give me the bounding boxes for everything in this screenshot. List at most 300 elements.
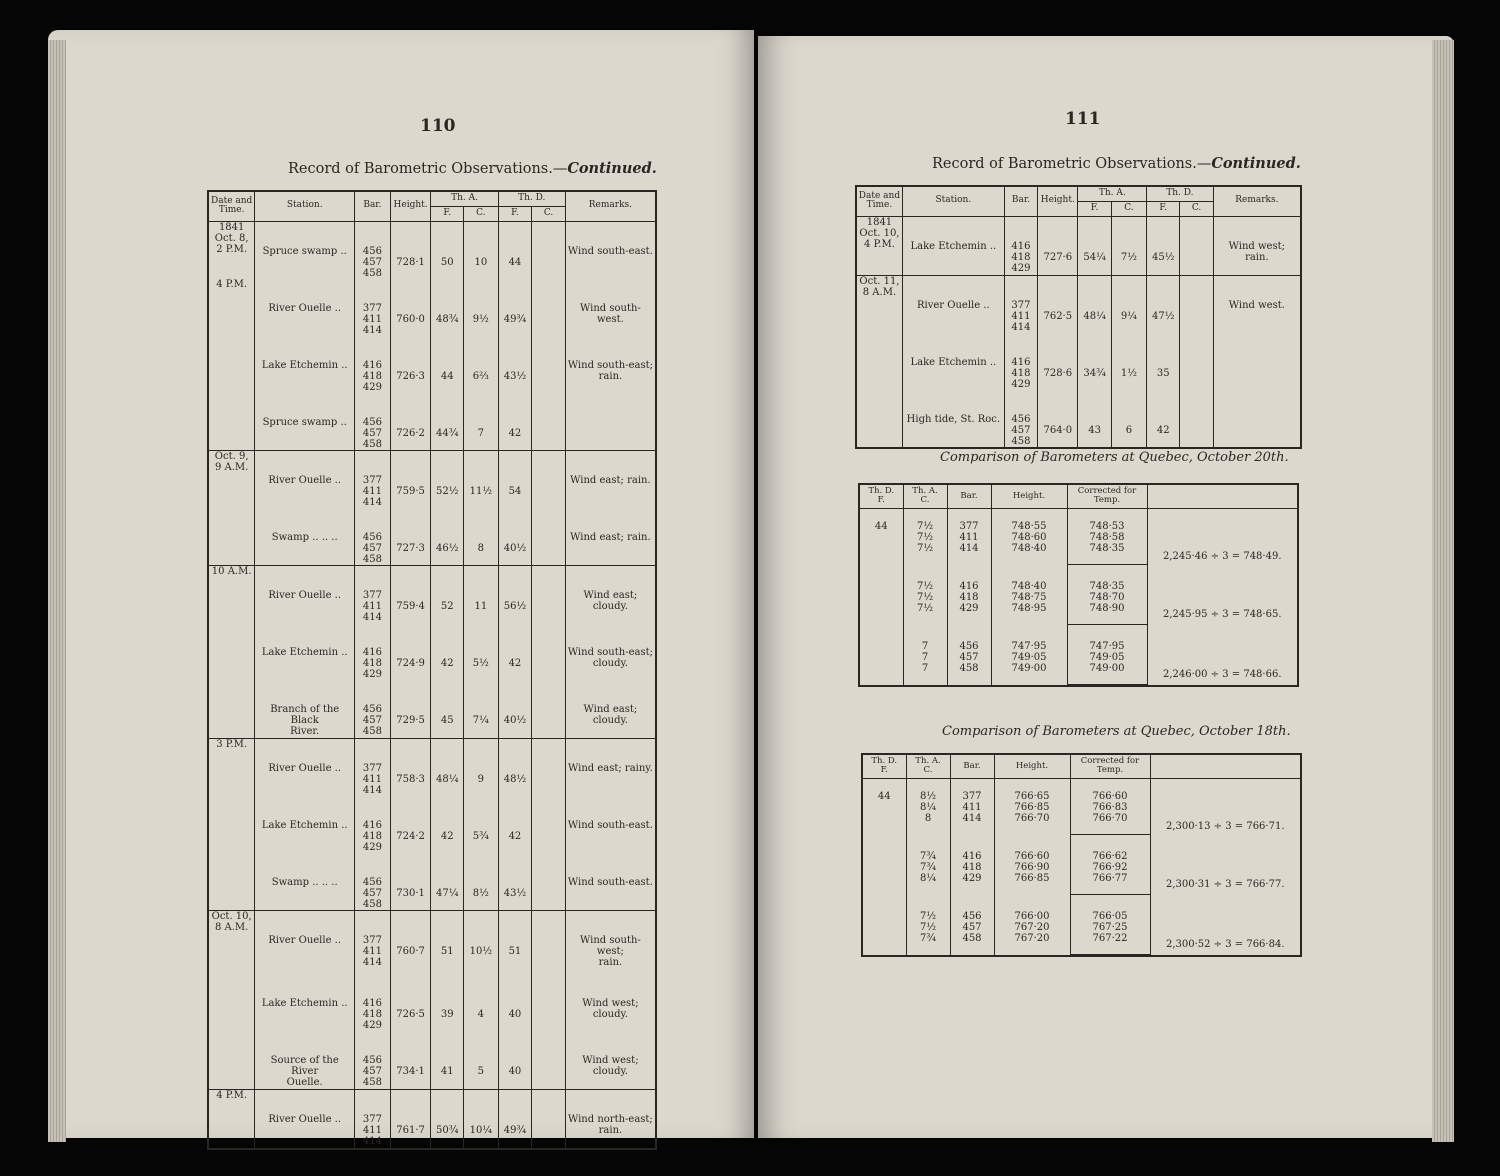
table-row <box>208 1031 656 1090</box>
row-height: 730·1 <box>390 853 431 911</box>
cmp-tha <box>903 625 947 686</box>
header-bar: Bar. <box>950 754 994 778</box>
table-row <box>208 221 656 279</box>
barometer-number: 377 <box>362 934 382 946</box>
cmp-tha-value: 7½ <box>916 602 934 614</box>
cmp-tha-value: 7½ <box>916 542 934 554</box>
corrected-value: 766·77 <box>1092 872 1128 884</box>
row-thaf: 50 <box>431 221 464 279</box>
row-height: 727·3 <box>390 508 431 566</box>
row-remarks: Wind south-east; cloudy. <box>565 623 656 680</box>
barometer-number: 414 <box>362 611 382 623</box>
r-header-thd-f: F. <box>1147 201 1180 216</box>
header-thd: Th. D. <box>498 191 565 206</box>
row-remarks <box>565 393 656 451</box>
row-date: Oct. 10, 8 A.M. <box>208 910 255 974</box>
barometer-number: 457 <box>362 887 382 899</box>
cmp-tha-value: 7½ <box>916 580 934 592</box>
row-remarks: Wind west. <box>1213 275 1301 333</box>
barometer-number: 458 <box>1011 435 1031 447</box>
table-row <box>856 216 1301 275</box>
row-thac: 10½ <box>464 910 499 974</box>
row-thdc <box>532 738 566 796</box>
left-title-italic: Continued. <box>567 160 657 177</box>
corrected-value: 748·90 <box>1089 602 1125 614</box>
row-date <box>208 393 255 451</box>
row-thdf: 42 <box>498 796 532 853</box>
cmp-sum: 2,300·31 ÷ 3 = 766·77. <box>1150 835 1301 895</box>
row-thac: 6⅔ <box>464 336 499 393</box>
row-thaf: 52½ <box>431 450 464 508</box>
r-header-remarks: Remarks. <box>1213 186 1301 216</box>
cmp-bar-value: 377 <box>962 790 982 802</box>
row-remarks: Wind east; cloudy. <box>565 680 656 739</box>
right-title-italic: Continued. <box>1211 155 1301 172</box>
row-height: 734·1 <box>390 1031 431 1090</box>
header-tha: Th. A. C. <box>906 754 950 778</box>
barometer-number: 414 <box>1011 321 1031 333</box>
cmp-height <box>994 778 1070 835</box>
barometer-number: 418 <box>362 1008 382 1020</box>
r-header-height: Height. <box>1038 186 1078 216</box>
comparison-oct18-title: Comparison of Barometers at Quebec, October 18th. <box>942 724 1291 739</box>
row-thaf: 48¼ <box>431 738 464 796</box>
row-station: Lake Etchemin .. <box>255 623 355 680</box>
row-height: 724·2 <box>390 796 431 853</box>
row-thdf: 40 <box>498 974 532 1031</box>
row-thdf: 42 <box>498 623 532 680</box>
row-thdf: 47½ <box>1147 275 1180 333</box>
row-thdc <box>1180 333 1213 390</box>
cmp-tha-value: 7¾ <box>919 932 937 944</box>
corrected-box <box>1071 779 1150 835</box>
cmp-height-value: 766·65 <box>1014 790 1050 802</box>
cmp-bar-value: 458 <box>959 662 979 674</box>
header-bar: Bar. <box>355 191 391 221</box>
corrected-value: 748·53 <box>1089 520 1125 532</box>
row-station: Lake Etchemin .. <box>255 796 355 853</box>
corrected-value: 748·70 <box>1089 591 1125 603</box>
row-thaf: 42 <box>431 796 464 853</box>
cmp-bar <box>947 508 991 565</box>
row-remarks <box>1213 333 1301 390</box>
row-date: 3 P.M. <box>208 738 255 796</box>
row-thac: 10¼ <box>464 1089 499 1149</box>
left-observation-table <box>207 190 657 1150</box>
table-row <box>208 738 656 796</box>
row-height: 729·5 <box>390 680 431 739</box>
cmp-tha <box>906 778 950 835</box>
barometer-number: 458 <box>362 1076 382 1088</box>
row-thdf: 43½ <box>498 336 532 393</box>
cmp-height-value: 749·00 <box>1011 662 1047 674</box>
barometer-number: 418 <box>1011 367 1031 379</box>
row-thdf: 40 <box>498 1031 532 1090</box>
cmp-thd <box>862 835 906 895</box>
row-barometers <box>355 1031 391 1090</box>
cmp-bar-value: 418 <box>962 861 982 873</box>
row-barometers <box>355 853 391 911</box>
row-station: River Ouelle .. <box>255 1089 355 1149</box>
cmp-height-value: 748·60 <box>1011 531 1047 543</box>
cmp-height-value: 766·00 <box>1014 910 1050 922</box>
row-thdf: 48½ <box>498 738 532 796</box>
row-thac: 11 <box>464 565 499 623</box>
cmp-height-value: 766·60 <box>1014 850 1050 862</box>
cmp-thd <box>862 895 906 956</box>
row-thaf: 51 <box>431 910 464 974</box>
table-row <box>856 275 1301 333</box>
row-date <box>208 623 255 680</box>
row-barometers <box>355 508 391 566</box>
header-blank <box>1147 484 1298 508</box>
corrected-box <box>1068 565 1147 625</box>
row-barometers <box>355 565 391 623</box>
row-thdc <box>532 853 566 911</box>
cmp-bar <box>947 625 991 686</box>
row-thdf: 40½ <box>498 680 532 739</box>
row-thac: 4 <box>464 974 499 1031</box>
cmp-tha <box>903 508 947 565</box>
table-row <box>856 333 1301 390</box>
barometer-number: 414 <box>362 1135 382 1147</box>
cmp-sum: 2,245·46 ÷ 3 = 748·49. <box>1147 508 1298 565</box>
barometer-number: 418 <box>362 830 382 842</box>
cmp-tha-value: 7¾ <box>919 861 937 873</box>
barometer-number: 457 <box>362 256 382 268</box>
cmp-tha-value: 7½ <box>916 531 934 543</box>
row-thdf: 43½ <box>498 853 532 911</box>
barometer-number: 456 <box>362 531 382 543</box>
row-station: Lake Etchemin .. <box>902 216 1004 275</box>
row-height: 758·3 <box>390 738 431 796</box>
row-height: 728·6 <box>1038 333 1078 390</box>
row-thac: 11½ <box>464 450 499 508</box>
row-station: Lake Etchemin .. <box>255 974 355 1031</box>
row-thdf: 56½ <box>498 565 532 623</box>
cmp-tha-value: 7½ <box>919 921 937 933</box>
barometer-number: 416 <box>362 359 382 371</box>
row-thaf: 45 <box>431 680 464 739</box>
row-remarks: Wind east; rain. <box>565 450 656 508</box>
row-thdc <box>1180 275 1213 333</box>
comparison-group-row <box>862 778 1301 835</box>
cmp-bar-value: 457 <box>959 651 979 663</box>
barometer-number: 411 <box>1011 310 1031 322</box>
row-barometers <box>355 974 391 1031</box>
barometer-number: 411 <box>362 485 382 497</box>
header-thd: Th. D. F. <box>859 484 903 508</box>
header-height: Height. <box>991 484 1067 508</box>
row-date <box>208 853 255 911</box>
cmp-tha <box>906 835 950 895</box>
row-station: Branch of the Black River. <box>255 680 355 739</box>
table-row <box>208 1089 656 1149</box>
row-thdc <box>532 910 566 974</box>
row-station: Source of the River Ouelle. <box>255 1031 355 1090</box>
header-bar: Bar. <box>947 484 991 508</box>
row-station: River Ouelle .. <box>902 275 1004 333</box>
row-thaf: 50¾ <box>431 1089 464 1149</box>
barometer-number: 456 <box>362 876 382 888</box>
row-thdf: 51 <box>498 910 532 974</box>
row-remarks: Wind south-west; rain. <box>565 910 656 974</box>
cmp-bar <box>947 565 991 625</box>
cmp-sum: 2,300·52 ÷ 3 = 766·84. <box>1150 895 1301 956</box>
row-thac: 5½ <box>464 623 499 680</box>
header-corrected: Corrected for Temp. <box>1070 754 1150 778</box>
corrected-value: 749·05 <box>1089 651 1125 663</box>
row-remarks: Wind south-east; rain. <box>565 336 656 393</box>
header-tha-c: C. <box>464 206 499 221</box>
barometer-number: 457 <box>362 427 382 439</box>
cmp-bar-value: 456 <box>962 910 982 922</box>
barometer-number: 458 <box>362 553 382 565</box>
row-date: 1841 Oct. 10, 4 P.M. <box>856 216 902 275</box>
cmp-bar-value: 429 <box>959 602 979 614</box>
cmp-height <box>994 895 1070 956</box>
cmp-corrected <box>1070 778 1150 835</box>
row-remarks: Wind west; cloudy. <box>565 974 656 1031</box>
row-thdf: 42 <box>498 393 532 451</box>
barometer-number: 456 <box>362 1054 382 1066</box>
row-barometers <box>355 450 391 508</box>
comparison-group-row <box>862 835 1301 895</box>
r-header-thd-c: C. <box>1180 201 1213 216</box>
barometer-number: 414 <box>362 324 382 336</box>
barometer-number: 456 <box>362 245 382 257</box>
cmp-tha-value: 7¾ <box>919 850 937 862</box>
barometer-number: 416 <box>362 646 382 658</box>
corrected-value: 767·22 <box>1092 932 1128 944</box>
corrected-box <box>1071 835 1150 895</box>
cmp-tha <box>906 895 950 956</box>
barometer-number: 414 <box>362 496 382 508</box>
row-thaf: 34¾ <box>1078 333 1111 390</box>
row-barometers <box>355 279 391 336</box>
row-height: 760·0 <box>390 279 431 336</box>
row-thaf: 44 <box>431 336 464 393</box>
row-thdf: 49¾ <box>498 279 532 336</box>
barometer-number: 411 <box>362 313 382 325</box>
row-thac: 7¼ <box>464 680 499 739</box>
row-barometers <box>355 623 391 680</box>
comparison-group-row <box>859 625 1298 686</box>
row-thaf: 54¼ <box>1078 216 1111 275</box>
right-page-title <box>932 155 1301 172</box>
row-thac: 7½ <box>1111 216 1146 275</box>
left-title-text: Record of Barometric Observations.— <box>288 161 568 177</box>
comparison-header-row <box>862 754 1301 778</box>
barometer-number: 457 <box>362 1065 382 1077</box>
row-date: Oct. 9, 9 A.M. <box>208 450 255 508</box>
cmp-bar <box>950 895 994 956</box>
row-station: River Ouelle .. <box>255 565 355 623</box>
barometer-number: 414 <box>362 784 382 796</box>
row-thaf: 48¾ <box>431 279 464 336</box>
cmp-height-value: 767·20 <box>1014 921 1050 933</box>
cmp-bar <box>950 835 994 895</box>
table-row <box>856 390 1301 448</box>
barometer-number: 377 <box>362 302 382 314</box>
corrected-value: 767·25 <box>1092 921 1128 933</box>
row-thdc <box>532 680 566 739</box>
table-row <box>208 508 656 566</box>
row-height: 726·2 <box>390 393 431 451</box>
cmp-bar <box>950 778 994 835</box>
row-thdf: 49¾ <box>498 1089 532 1149</box>
corrected-value: 747·95 <box>1089 640 1125 652</box>
row-date: 4 P.M. <box>208 1089 255 1149</box>
cmp-height-value: 766·90 <box>1014 861 1050 873</box>
row-date: 4 P.M. <box>208 279 255 336</box>
row-barometers <box>355 910 391 974</box>
page-number-110: 110 <box>420 116 456 136</box>
row-date <box>856 333 902 390</box>
cmp-bar-value: 456 <box>959 640 979 652</box>
row-height: 759·5 <box>390 450 431 508</box>
left-page-title <box>288 160 657 177</box>
corrected-value: 766·92 <box>1092 861 1128 873</box>
comparison-oct20-title: Comparison of Barometers at Quebec, October 20th. <box>940 450 1289 465</box>
header-corrected: Corrected for Temp. <box>1067 484 1147 508</box>
barometer-number: 418 <box>1011 251 1031 263</box>
cmp-corrected <box>1067 565 1147 625</box>
row-thac: 6 <box>1111 390 1146 448</box>
table-row <box>208 796 656 853</box>
row-date <box>208 974 255 1031</box>
right-observation-table <box>855 185 1302 449</box>
cmp-height-value: 748·40 <box>1011 580 1047 592</box>
row-date <box>208 508 255 566</box>
barometer-number: 416 <box>362 819 382 831</box>
r-header-bar: Bar. <box>1004 186 1037 216</box>
cmp-height-value: 748·55 <box>1011 520 1047 532</box>
corrected-box <box>1068 509 1147 565</box>
cmp-tha-value: 8 <box>924 812 932 824</box>
row-station: River Ouelle .. <box>255 450 355 508</box>
header-station: Station. <box>255 191 355 221</box>
cmp-height-value: 747·95 <box>1011 640 1047 652</box>
cmp-thd: 44 <box>859 508 903 565</box>
cmp-height-value: 748·75 <box>1011 591 1047 603</box>
cmp-tha-value: 8½ <box>919 790 937 802</box>
row-height: 759·4 <box>390 565 431 623</box>
row-remarks: Wind west; cloudy. <box>565 1031 656 1090</box>
barometer-number: 429 <box>362 668 382 680</box>
barometer-number: 429 <box>362 841 382 853</box>
cmp-corrected <box>1070 835 1150 895</box>
right-page-edges <box>1432 40 1454 1142</box>
corrected-box <box>1068 625 1147 685</box>
header-tha: Th. A. C. <box>903 484 947 508</box>
comparison-header-row <box>859 484 1298 508</box>
row-date: 10 A.M. <box>208 565 255 623</box>
comparison-group-row <box>859 565 1298 625</box>
row-thdc <box>532 221 566 279</box>
r-header-date: Date and Time. <box>856 186 902 216</box>
row-height: 724·9 <box>390 623 431 680</box>
row-thac: 7 <box>464 393 499 451</box>
cmp-height <box>991 625 1067 686</box>
barometer-number: 377 <box>1011 299 1031 311</box>
cmp-tha-value: 7 <box>921 651 929 663</box>
row-thaf: 48¼ <box>1078 275 1111 333</box>
barometer-number: 416 <box>1011 356 1031 368</box>
cmp-sum: 2,300·13 ÷ 3 = 766·71. <box>1150 778 1301 835</box>
row-thac: 9¼ <box>1111 275 1146 333</box>
row-thac: 10 <box>464 221 499 279</box>
cmp-tha <box>903 565 947 625</box>
row-station: High tide, St. Roc. <box>902 390 1004 448</box>
corrected-value: 748·35 <box>1089 542 1125 554</box>
row-thdc <box>532 336 566 393</box>
row-thaf: 47¼ <box>431 853 464 911</box>
row-barometers <box>355 393 391 451</box>
cmp-tha-value: 7½ <box>919 910 937 922</box>
table-row <box>208 853 656 911</box>
table-row <box>208 974 656 1031</box>
row-station: River Ouelle .. <box>255 738 355 796</box>
cmp-height-value: 748·95 <box>1011 602 1047 614</box>
table-row <box>208 565 656 623</box>
row-thac: 8½ <box>464 853 499 911</box>
row-date <box>208 680 255 739</box>
right-table-body <box>856 216 1301 448</box>
comparison-group-row <box>859 508 1298 565</box>
header-remarks: Remarks. <box>565 191 656 221</box>
row-thdc <box>532 393 566 451</box>
row-thdc <box>532 450 566 508</box>
row-remarks <box>1213 390 1301 448</box>
cmp-height <box>991 565 1067 625</box>
row-remarks: Wind south-west. <box>565 279 656 336</box>
row-remarks: Wind south-east. <box>565 853 656 911</box>
cmp-bar-value: 377 <box>959 520 979 532</box>
comparison-oct18-table <box>861 753 1302 957</box>
cmp-tha-value: 7 <box>921 640 929 652</box>
cmp-tha-value: 7½ <box>916 520 934 532</box>
header-thd: Th. D. F. <box>862 754 906 778</box>
barometer-number: 416 <box>362 997 382 1009</box>
row-height: 726·5 <box>390 974 431 1031</box>
row-thdf: 44 <box>498 221 532 279</box>
row-barometers <box>1004 216 1037 275</box>
row-barometers <box>355 680 391 739</box>
row-thaf: 52 <box>431 565 464 623</box>
cmp-bar-value: 416 <box>959 580 979 592</box>
cmp-thd <box>859 625 903 686</box>
page-number-111: 111 <box>1065 109 1101 129</box>
table-row <box>208 910 656 974</box>
corrected-value: 749·00 <box>1089 662 1125 674</box>
row-thaf: 43 <box>1078 390 1111 448</box>
row-remarks: Wind south-east. <box>565 796 656 853</box>
table-row <box>208 450 656 508</box>
row-thdc <box>532 1089 566 1149</box>
barometer-number: 429 <box>1011 378 1031 390</box>
cmp-tha-value: 8¼ <box>919 872 937 884</box>
row-barometers <box>355 221 391 279</box>
row-thdc <box>532 1031 566 1090</box>
row-height: 727·6 <box>1038 216 1078 275</box>
corrected-value: 748·58 <box>1089 531 1125 543</box>
table-row <box>208 336 656 393</box>
row-station: River Ouelle .. <box>255 910 355 974</box>
row-thdf: 40½ <box>498 508 532 566</box>
row-station: River Ouelle .. <box>255 279 355 336</box>
cmp-sum: 2,246·00 ÷ 3 = 748·66. <box>1147 625 1298 686</box>
